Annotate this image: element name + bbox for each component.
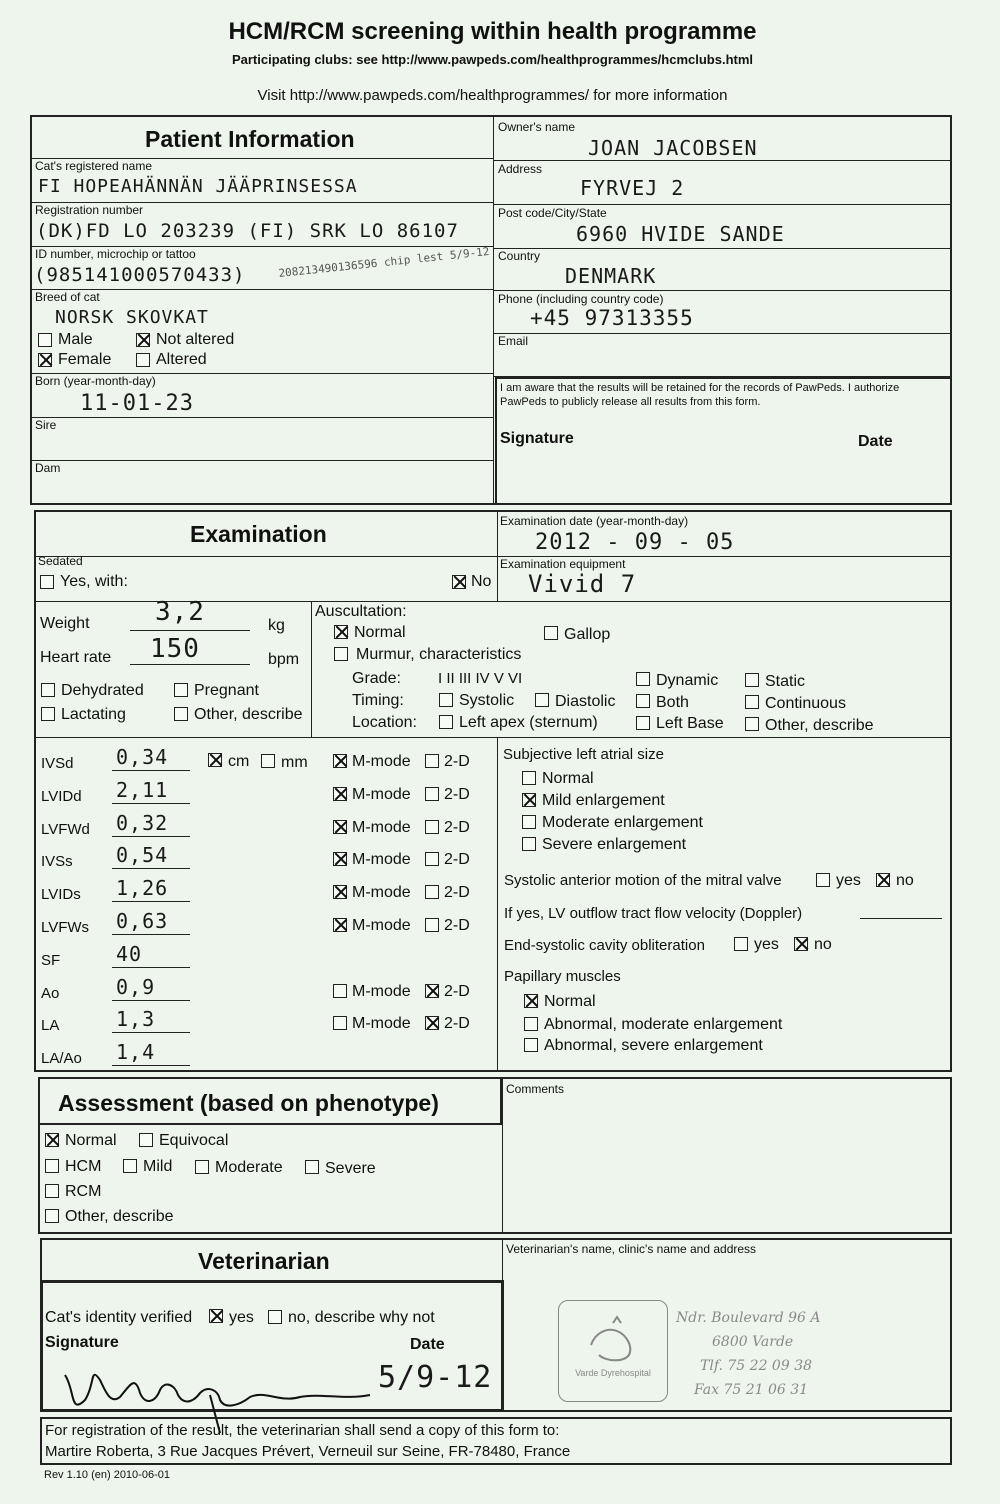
address-value[interactable]: FYRVEJ 2 — [580, 176, 685, 200]
twod-label: 2-D — [444, 917, 470, 934]
mmode-label: M-mode — [352, 917, 411, 934]
left-apex-label: Left apex (sternum) — [459, 714, 598, 731]
mmode-checkbox[interactable] — [333, 918, 347, 932]
sedated-yes-checkbox[interactable] — [40, 575, 54, 589]
twod-checkbox[interactable] — [425, 885, 439, 899]
sire-label: Sire — [35, 418, 57, 432]
mmode-checkbox[interactable] — [333, 820, 347, 834]
twod-label: 2-D — [444, 1015, 470, 1032]
eso-label: End-systolic cavity obliteration — [504, 937, 705, 954]
meas-underline — [112, 934, 190, 935]
form-title: HCM/RCM screening within health programme — [228, 18, 757, 45]
meas-value-lvidd[interactable]: 2,11 — [116, 778, 169, 802]
atrial-severe-checkbox[interactable] — [522, 837, 536, 851]
assess-moderate-label: Moderate — [215, 1159, 283, 1176]
stamp-line-1: Ndr. Boulevard 96 A — [676, 1310, 821, 1326]
comments-label: Comments — [506, 1082, 565, 1096]
meas-value-ivsd[interactable]: 0,34 — [116, 745, 169, 769]
meas-label-lvids: LVIDs — [41, 886, 81, 903]
unit-cm-label: cm — [228, 753, 250, 770]
auscultation-normal-checkbox[interactable] — [334, 625, 348, 639]
meas-value-lvfwd[interactable]: 0,32 — [116, 811, 169, 835]
meas-value-lvids[interactable]: 1,26 — [116, 876, 169, 900]
owner-name-label: Owner's name — [498, 120, 575, 134]
twod-label: 2-D — [444, 884, 470, 901]
dynamic-label: Dynamic — [656, 672, 719, 689]
sedated-no-checkbox[interactable] — [452, 575, 466, 589]
pregnant-checkbox[interactable] — [174, 683, 188, 697]
assess-other-checkbox[interactable] — [45, 1209, 59, 1223]
diastolic-checkbox[interactable] — [535, 693, 549, 707]
other-location-label: Other, describe — [765, 717, 874, 734]
id-label: ID number, microchip or tattoo — [35, 247, 196, 261]
born-label: Born (year-month-day) — [35, 374, 156, 388]
dehydrated-label: Dehydrated — [61, 682, 144, 699]
pap-moderate-label: Abnormal, moderate enlargement — [544, 1016, 783, 1033]
meas-underline — [112, 1000, 190, 1001]
atrial-moderate-checkbox[interactable] — [522, 815, 536, 829]
twod-label: 2-D — [444, 851, 470, 868]
stamp-line-4: Fax 75 21 06 31 — [694, 1382, 809, 1398]
mmode-checkbox[interactable] — [333, 885, 347, 899]
not-altered-checkbox[interactable] — [136, 333, 150, 347]
vet-heading: Veterinarian — [198, 1248, 330, 1274]
owner-signature-label: Signature — [500, 430, 574, 447]
gallop-label: Gallop — [564, 626, 611, 643]
mmode-checkbox[interactable] — [333, 754, 347, 768]
murmur-label: Murmur, characteristics — [356, 646, 522, 663]
unit-mm-label: mm — [281, 754, 308, 771]
post-value[interactable]: 6960 HVIDE SANDE — [576, 222, 785, 246]
atrial-size-title: Subjective left atrial size — [503, 746, 664, 763]
visit-link-text: Visit http://www.pawpeds.com/healthprogrammes/ for more information — [257, 87, 728, 104]
atrial-normal-label: Normal — [542, 770, 594, 787]
sam-yes-checkbox[interactable] — [816, 873, 830, 887]
twod-label: 2-D — [444, 786, 470, 803]
assess-rcm-checkbox[interactable] — [45, 1184, 59, 1198]
mmode-checkbox[interactable] — [333, 787, 347, 801]
reg-number-value[interactable]: (DK)FD LO 203239 (FI) SRK LO 86107 — [36, 220, 459, 242]
twod-checkbox[interactable] — [425, 984, 439, 998]
pap-normal-label: Normal — [544, 993, 596, 1010]
patient-heading: Patient Information — [145, 126, 355, 152]
meas-underline — [112, 803, 190, 804]
mmode-label: M-mode — [352, 851, 411, 868]
continuous-label: Continuous — [765, 695, 846, 712]
born-value[interactable]: 11-01-23 — [80, 391, 194, 416]
meas-label-ivsd: IVSd — [41, 755, 74, 772]
female-checkbox[interactable] — [38, 353, 52, 367]
dynamic-checkbox[interactable] — [636, 672, 650, 686]
meas-value-ivss[interactable]: 0,54 — [116, 843, 169, 867]
twod-checkbox[interactable] — [425, 918, 439, 932]
meas-label-la: LA — [41, 1017, 60, 1034]
sam-no-label: no — [896, 872, 914, 889]
breed-value[interactable]: NORSK SKOVKAT — [55, 307, 209, 328]
mmode-label: M-mode — [352, 786, 411, 803]
reg-name-value[interactable]: FI HOPEAHÄNNÄN JÄÄPRINSESSA — [38, 176, 358, 197]
weight-value[interactable]: 3,2 — [155, 597, 205, 627]
consent-text: I am aware that the results will be retained for the records of PawPeds. I authorize PawPeds to publicly release all results from this form. — [500, 382, 900, 408]
pap-moderate-checkbox[interactable] — [524, 1017, 538, 1031]
auscultation-normal-label: Normal — [354, 624, 406, 641]
phone-label: Phone (including country code) — [498, 292, 664, 306]
assess-equivocal-label: Equivocal — [159, 1132, 229, 1149]
identity-no-checkbox[interactable] — [268, 1310, 282, 1324]
identity-yes-label: yes — [229, 1309, 254, 1326]
assess-normal-label: Normal — [65, 1132, 117, 1149]
eso-no-checkbox[interactable] — [794, 937, 808, 951]
country-value[interactable]: DENMARK — [565, 264, 657, 288]
mmode-label: M-mode — [352, 753, 411, 770]
eso-yes-label: yes — [754, 936, 779, 953]
mmode-checkbox[interactable] — [333, 852, 347, 866]
meas-label-ao: Ao — [41, 985, 60, 1002]
owner-date-label: Date — [858, 433, 893, 450]
meas-value-la[interactable]: 1,3 — [116, 1007, 156, 1031]
assess-normal-checkbox[interactable] — [45, 1133, 59, 1147]
twod-checkbox[interactable] — [425, 787, 439, 801]
breed-label: Breed of cat — [35, 290, 100, 304]
dehydrated-checkbox[interactable] — [41, 683, 55, 697]
twod-checkbox[interactable] — [425, 820, 439, 834]
dog-logo-icon — [583, 1315, 643, 1365]
assess-other-label: Other, describe — [65, 1208, 174, 1225]
clinic-stamp — [558, 1300, 668, 1402]
meas-value-lvfws[interactable]: 0,63 — [116, 909, 169, 933]
exam-date-label: Examination date (year-month-day) — [500, 514, 689, 528]
phone-value[interactable]: +45 97313355 — [530, 306, 694, 330]
mmode-checkbox[interactable] — [333, 1016, 347, 1030]
location-label: Location: — [352, 714, 417, 731]
revision-text: Rev 1.10 (en) 2010-06-01 — [44, 1469, 170, 1481]
assess-hcm-label: HCM — [65, 1158, 102, 1175]
assess-rcm-label: RCM — [65, 1183, 102, 1200]
id-value[interactable]: (985141000570433) — [34, 264, 246, 286]
vet-date-value[interactable]: 5/9-12 — [378, 1360, 493, 1395]
meas-underline — [112, 901, 190, 902]
meas-label-lvfwd: LVFWd — [41, 821, 90, 838]
meas-underline — [112, 770, 190, 771]
equipment-label: Examination equipment — [500, 557, 626, 571]
atrial-normal-checkbox[interactable] — [522, 771, 536, 785]
mmode-label: M-mode — [352, 819, 411, 836]
post-label: Post code/City/State — [498, 206, 607, 220]
address-label: Address — [498, 162, 543, 176]
vet-signature-label: Signature — [45, 1334, 119, 1351]
left-base-checkbox[interactable] — [636, 716, 650, 730]
pap-severe-label: Abnormal, severe enlargement — [544, 1037, 763, 1054]
twod-checkbox[interactable] — [425, 1016, 439, 1030]
exam-date-value[interactable]: 2012 - 09 - 05 — [535, 530, 735, 555]
male-checkbox[interactable] — [38, 333, 52, 347]
left-base-label: Left Base — [656, 715, 724, 732]
unit-mm-checkbox[interactable] — [261, 754, 275, 768]
sam-label: Systolic anterior motion of the mitral valve — [504, 872, 782, 889]
twod-checkbox[interactable] — [425, 754, 439, 768]
meas-label-la-ao: LA/Ao — [41, 1050, 82, 1067]
both-label: Both — [656, 694, 689, 711]
meas-label-lvidd: LVIDd — [41, 788, 82, 805]
bpm-label: bpm — [268, 651, 300, 668]
reg-number-label: Registration number — [35, 203, 144, 217]
assess-moderate-checkbox[interactable] — [195, 1160, 209, 1174]
country-label: Country — [498, 249, 541, 263]
grade-label: Grade: — [352, 670, 401, 687]
atrial-severe-label: Severe enlargement — [542, 836, 687, 853]
systolic-checkbox[interactable] — [439, 693, 453, 707]
systolic-label: Systolic — [459, 692, 515, 709]
dam-label: Dam — [35, 461, 61, 475]
grade-values: I II III IV V VI — [438, 670, 523, 687]
stamp-line-2: 6800 Varde — [712, 1334, 794, 1350]
diastolic-label: Diastolic — [555, 693, 616, 710]
identity-yes-checkbox[interactable] — [209, 1309, 223, 1323]
heart-rate-label: Heart rate — [40, 649, 112, 666]
altered-label: Altered — [156, 351, 207, 368]
assess-mild-checkbox[interactable] — [123, 1159, 137, 1173]
not-altered-label: Not altered — [156, 331, 235, 348]
left-apex-checkbox[interactable] — [439, 715, 453, 729]
male-label: Male — [58, 331, 93, 348]
pap-severe-checkbox[interactable] — [524, 1038, 538, 1052]
lvot-label: If yes, LV outflow tract flow velocity (Doppler) — [504, 905, 803, 922]
meas-underline — [112, 868, 190, 869]
vet-date-label: Date — [410, 1336, 445, 1353]
pregnant-label: Pregnant — [194, 682, 259, 699]
stamp-clinic-name: Varde Dyrehospital — [575, 1368, 651, 1378]
meas-value-ao[interactable]: 0,9 — [116, 975, 156, 999]
atrial-mild-checkbox[interactable] — [522, 793, 536, 807]
eso-yes-checkbox[interactable] — [734, 937, 748, 951]
assess-mild-label: Mild — [143, 1158, 173, 1175]
lactating-checkbox[interactable] — [41, 707, 55, 721]
mmode-label: M-mode — [352, 884, 411, 901]
other-condition-checkbox[interactable] — [174, 707, 188, 721]
sam-no-checkbox[interactable] — [876, 873, 890, 887]
email-label: Email — [498, 334, 529, 348]
altered-checkbox[interactable] — [136, 353, 150, 367]
eso-no-label: no — [814, 936, 832, 953]
papillary-label: Papillary muscles — [504, 968, 621, 985]
twod-label: 2-D — [444, 753, 470, 770]
gallop-checkbox[interactable] — [544, 626, 558, 640]
id-note: 208213490136596 chip lest 5/9-12 — [277, 244, 491, 281]
mmode-checkbox[interactable] — [333, 984, 347, 998]
auscultation-label: Auscultation: — [315, 603, 407, 620]
registration-line-2: Martire Roberta, 3 Rue Jacques Prévert, Verneuil sur Seine, FR-78480, France — [45, 1443, 571, 1460]
owner-name-value[interactable]: JOAN JACOBSEN — [588, 136, 758, 160]
kg-label: kg — [268, 617, 285, 634]
murmur-checkbox[interactable] — [334, 647, 348, 661]
meas-value-sf[interactable]: 40 — [116, 942, 143, 966]
lactating-label: Lactating — [61, 706, 126, 723]
assessment-heading: Assessment (based on phenotype) — [58, 1090, 439, 1116]
registration-line-1: For registration of the result, the veterinarian shall send a copy of this form to: — [45, 1422, 560, 1439]
meas-underline — [112, 1032, 190, 1033]
sedated-label: Sedated — [38, 554, 83, 568]
clubs-link-text: Participating clubs: see http://www.pawpeds.com/healthprogrammes/hcmclubs.html — [231, 52, 754, 67]
meas-underline — [112, 967, 190, 968]
unit-cm-checkbox[interactable] — [208, 753, 222, 767]
atrial-mild-label: Mild enlargement — [542, 792, 665, 809]
examination-heading: Examination — [190, 521, 327, 547]
assess-severe-label: Severe — [325, 1160, 376, 1177]
both-checkbox[interactable] — [636, 694, 650, 708]
twod-label: 2-D — [444, 983, 470, 1000]
assess-severe-checkbox[interactable] — [305, 1160, 319, 1174]
stamp-line-3: Tlf. 75 22 09 38 — [700, 1358, 813, 1374]
equipment-value[interactable]: Vivid 7 — [528, 570, 637, 598]
mmode-label: M-mode — [352, 1015, 411, 1032]
timing-label: Timing: — [352, 692, 404, 709]
sam-yes-label: yes — [836, 872, 861, 889]
meas-underline — [112, 836, 190, 837]
meas-label-sf: SF — [41, 952, 61, 969]
mmode-label: M-mode — [352, 983, 411, 1000]
assess-equivocal-checkbox[interactable] — [139, 1133, 153, 1147]
static-label: Static — [765, 673, 806, 690]
weight-label: Weight — [40, 615, 90, 632]
sedated-yes-label: Yes, with: — [60, 573, 128, 590]
heart-rate-value[interactable]: 150 — [150, 634, 200, 664]
atrial-moderate-label: Moderate enlargement — [542, 814, 703, 831]
meas-underline — [112, 1065, 190, 1066]
twod-checkbox[interactable] — [425, 852, 439, 866]
identity-no-label: no, describe why not — [288, 1309, 435, 1326]
sedated-no-label: No — [471, 573, 492, 590]
meas-value-la-ao[interactable]: 1,4 — [116, 1040, 156, 1064]
continuous-checkbox[interactable] — [745, 695, 759, 709]
vet-clinic-label: Veterinarian's name, clinic's name and address — [506, 1242, 757, 1256]
pap-normal-checkbox[interactable] — [524, 994, 538, 1008]
assess-hcm-checkbox[interactable] — [45, 1159, 59, 1173]
identity-label: Cat's identity verified — [45, 1309, 193, 1326]
other-location-checkbox[interactable] — [745, 717, 759, 731]
reg-name-label: Cat's registered name — [35, 159, 153, 173]
twod-label: 2-D — [444, 819, 470, 836]
static-checkbox[interactable] — [745, 673, 759, 687]
other-condition-label: Other, describe — [194, 706, 303, 723]
meas-label-lvfws: LVFWs — [41, 919, 90, 936]
meas-label-ivss: IVSs — [41, 853, 73, 870]
female-label: Female — [58, 351, 112, 368]
examination-section — [34, 510, 952, 1072]
